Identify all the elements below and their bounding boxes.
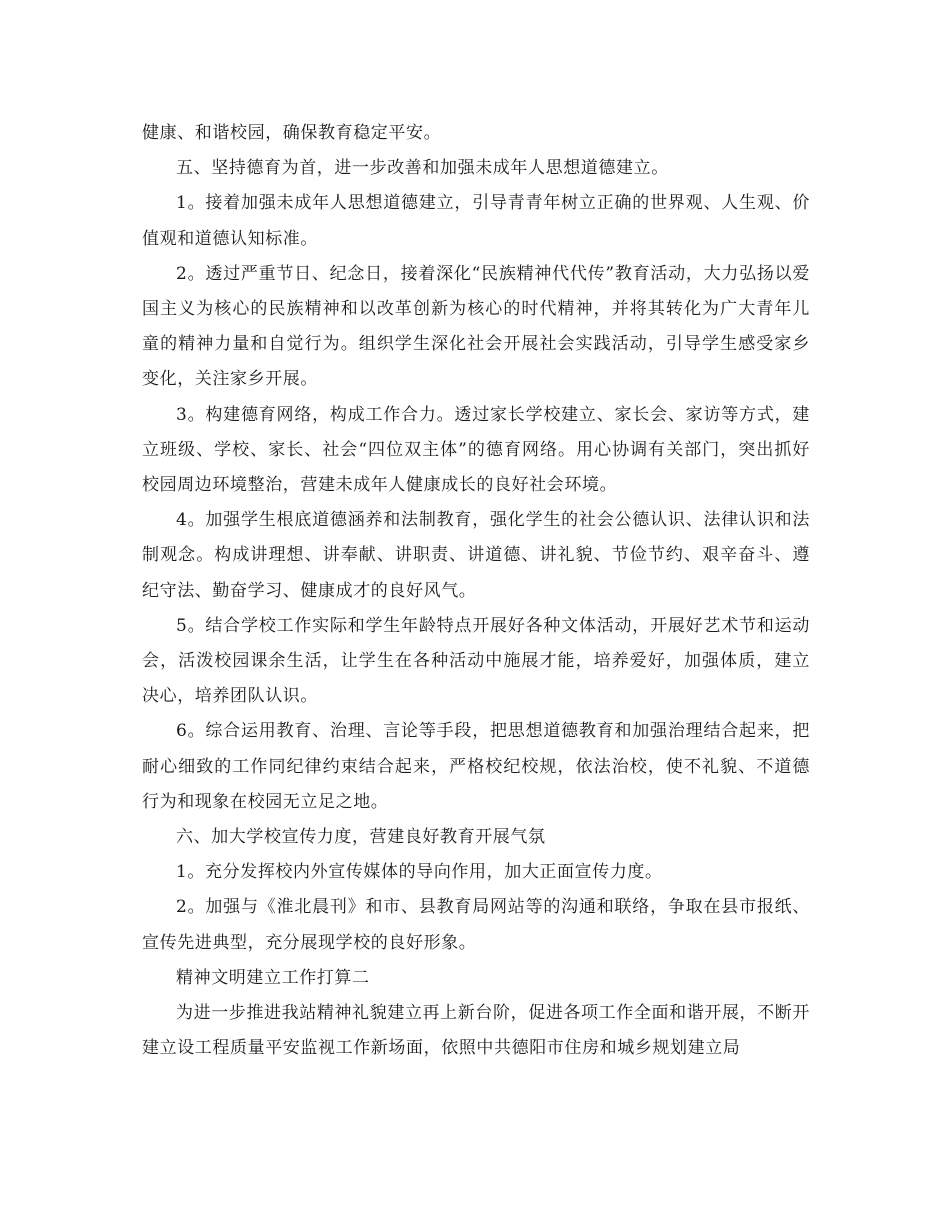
paragraph-intro: 为进一步推进我站精神礼貌建立再上新台阶，促进各项工作全面和谐开展，不断开建立设工程质量平安监视工作新场面，依照中共德阳市住房和城乡规划建立局: [142, 1003, 810, 1059]
document-subtitle: 精神文明建立工作打算二: [176, 967, 370, 988]
paragraph-item-4: 4。加强学生根底道德涵养和法制教育，强化学生的社会公德认识、法律认识和法制观念。构成讲理想、讲奉献、讲职责、讲道德、讲礼貌、节俭节约、艰辛奋斗、遵纪守法、勤奋学习、健康成才的良好风气。: [142, 510, 810, 601]
paragraph-item-1: 1。接着加强未成年人思想道德建立，引导青青年树立正确的世界观、人生观、价值观和道德认知标准。: [142, 193, 810, 249]
paragraph-item-2-six: 2。加强与《淮北晨刊》和市、县教育局网站等的沟通和联络，争取在县市报纸、宣传先进典型，充分展现学校的良好形象。: [142, 897, 810, 953]
paragraph-item-6: 6。综合运用教育、治理、言论等手段，把思想道德教育和加强治理结合起来，把耐心细致的工作同纪律约束结合起来，严格校纪校规，依法治校，使不礼貌、不道德行为和现象在校园无立足之地。: [142, 721, 810, 812]
document-body: [142, 116, 810, 1066]
section-heading-six: 六、加大学校宣传力度，营建良好教育开展气氛: [176, 827, 546, 848]
paragraph-continuation: 健康、和谐校园，确保教育稳定平安。: [142, 123, 442, 143]
paragraph-item-3: 3。构建德育网络，构成工作合力。透过家长学校建立、家长会、家访等方式，建立班级、学校、家长、社会“四位双主体”的德育网络。用心协调有关部门，突出抓好校园周边环境整治，营建未成年人健康成长的良好社会环境。: [142, 404, 810, 496]
paragraph-item-2: 2。透过严重节日、纪念日，接着深化“民族精神代代传”教育活动，大力弘扬以爱国主义为核心的民族精神和以改革创新为核心的时代精神，并将其转化为广大青年儿童的精神力量和自觉行为。组织学生深化社会开展社会实践活动，引导学生感受家乡变化，关注家乡开展。: [142, 263, 810, 390]
paragraph-item-5: 5。结合学校工作实际和学生年龄特点开展好各种文体活动，开展好艺术节和运动会，活泼校园课余生活，让学生在各种活动中施展才能，培养爱好，加强体质，建立决心，培养团队认识。: [142, 615, 810, 707]
section-heading-five: 五、坚持德育为首，进一步改善和加强未成年人思想道德建立。: [176, 158, 669, 179]
paragraph-item-1-six: 1。充分发挥校内外宣传媒体的导向作用，加大正面宣传力度。: [176, 862, 663, 883]
